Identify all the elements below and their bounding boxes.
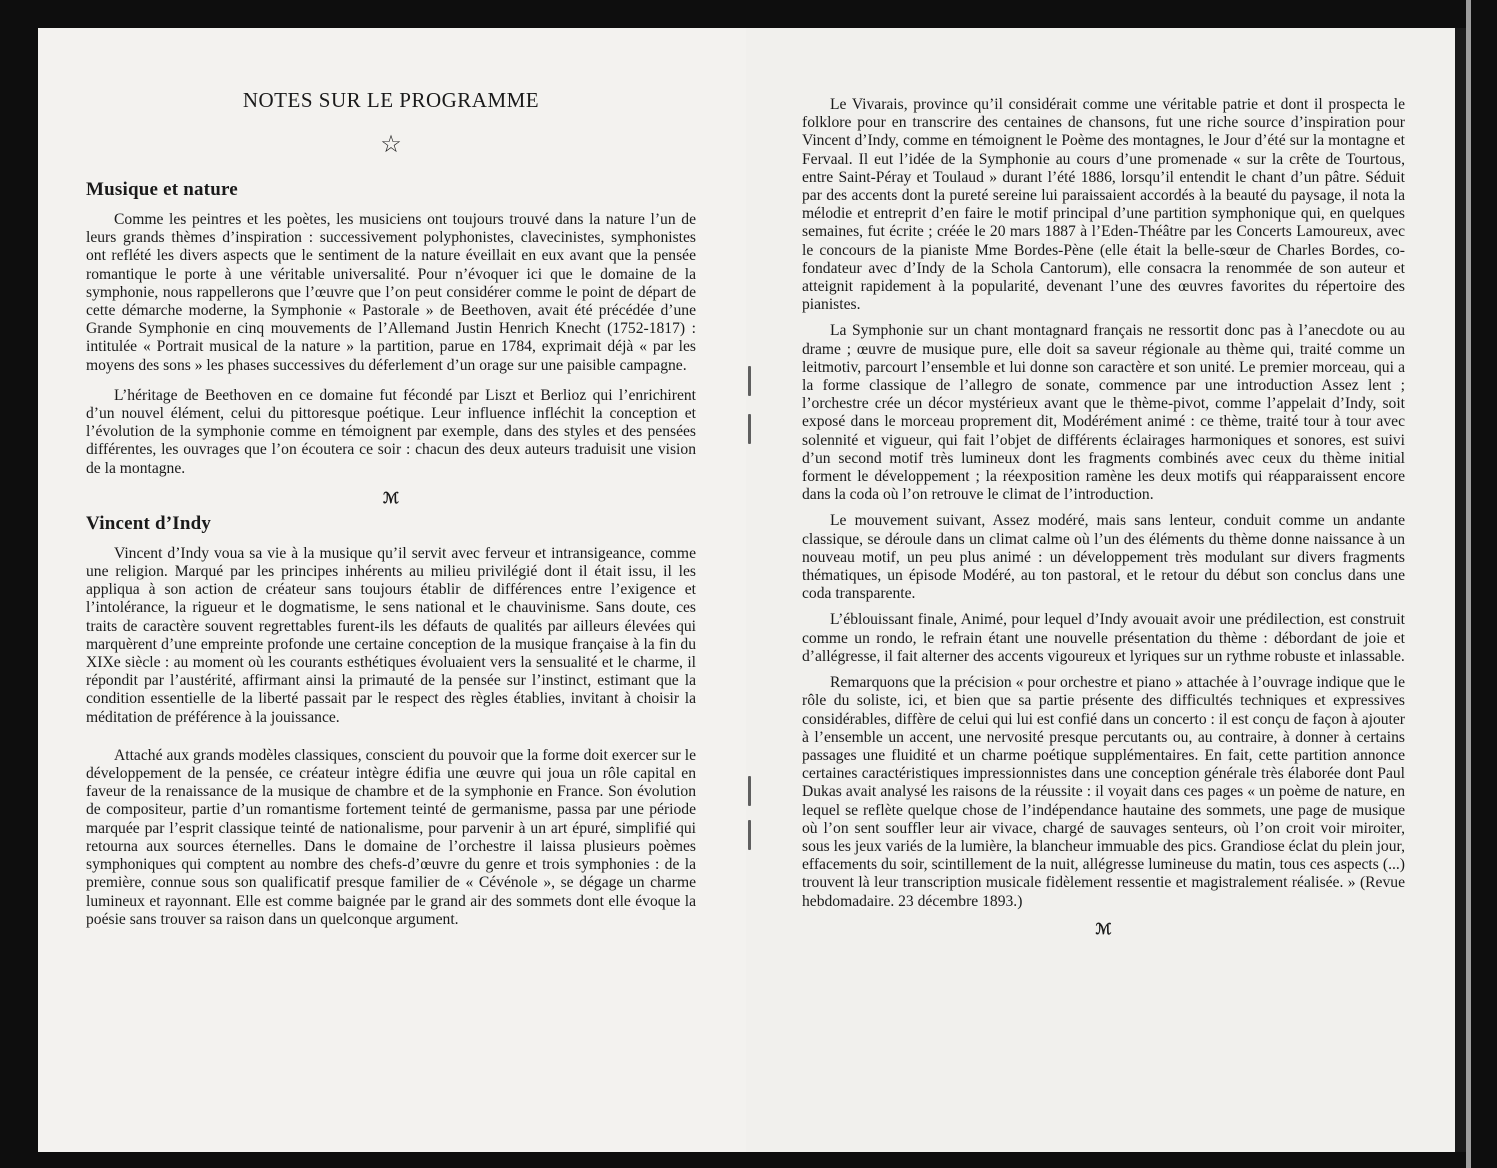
page-title: NOTES SUR LE PROGRAMME xyxy=(242,88,540,112)
paragraph: Attaché aux grands modèles classiques, conscient du pouvoir que la forme doit exercer sur le développement de la pensée, ce créateur intègre édifia une œuvre qui joua un rôle capital en faveur de la renaissance de la musique de chambre et de la symphonie en France. Son évolution de compositeur, partie d’un romantisme fortement teinté de germanisme, passa par une période marquée par l’esprit classique teinté de nationalisme, pour parvenir à un art épuré, simplifié qui retourna aux sources éternelles. Dans le domaine de l’orchestre il laissa plusieurs poèmes symphoniques qui comptent au nombre des chefs-d’œuvre du genre et trois symphonies : de la première, connue sous son qualificatif presque familier de « Cévénole », se dégage un charme lumineux et rayonnant. Elle est comme baignée par le grand air des sommets dont elle évoque la poésie sans trouver sa raison dans un quelconque argument. xyxy=(86,746,696,928)
ornament-icon: ℳ xyxy=(382,490,400,507)
paragraph: Le Vivarais, province qu’il considérait comme une véritable patrie et dont il prospecta le folklore pour en transcrire des centaines de chansons, fut une riche source d’inspiration pour Vincent d’Indy, comme en témoignent le Poème des montagnes, le Jour d’été sur la montagne et Fervaal. Il eut l’idée de la Symphonie au cours d’une promenade « sur la crête de Tourtous, entre Saint-Péray et Toulaud » durant l’été 1886, lorsqu’il entendit le chant d’un pâtre. Séduit par des accents dont la pureté sereine lui paraissaient accordés à la beauté du paysage, il nota la mélodie et entreprit d’en faire le motif principal d’une partition symphonique qui, en quelques semaines, fut écrite ; créée le 20 mars 1887 à l’Eden-Théâtre par les Concerts Lamoureux, avec le concours de la pianiste Mme Bordes-Pène (elle était la belle-sœur de Charles Bordes, co-fondateur avec d’Indy de la Schola Cantorum), elle consacra la renommée de son auteur et atteignit rapidement à la popularité, devenant l’une des œuvres favorites du répertoire des pianistes. xyxy=(802,96,1405,314)
paragraph: Comme les peintres et les poètes, les musiciens ont toujours trouvé dans la nature l’un de leurs grands thèmes d’inspiration : successivement polyphonistes, clavecinistes, symphonistes ont reflété les divers aspects que le sentiment de la nature éveillait en eux avant que la pensée romantique le porte à une véritable universalité. Pour n’évoquer ici que le domaine de la symphonie, nous rappellerons que l’œuvre que l’on peut considérer comme le point de départ de cette démarche moderne, la Symphonie « Pastorale » de Beethoven, avait été précédée d’une Grande Symphonie en cinq mouvements de l’Allemand Justin Henrich Knecht (1752-1817) : intitulée « Portrait musical de la nature » la partition, parue en 1784, exprimait déjà « par les moyens des sons » les phases successives du déferlement d’un orage sur une paisible campagne. xyxy=(86,211,696,374)
right-page xyxy=(746,28,1455,1152)
section-heading-vincent-dindy: Vincent d’Indy xyxy=(86,512,212,534)
staple-mark xyxy=(748,366,751,396)
staple-mark xyxy=(748,414,751,444)
paragraph: L’héritage de Beethoven en ce domaine fut fécondé par Liszt et Berlioz qui l’enrichirent d’un nouvel élément, celui du pittoresque poétique. Leur influence infléchit la conception et l’évolution de la symphonie comme en témoignent par exemple, dans des styles et des pensées différentes, les ouvrages que l’on écoutera ce soir : chacun des deux auteurs traduisit une vision de la montagne. xyxy=(86,386,696,477)
scan-border-strip xyxy=(1466,0,1471,1168)
paragraph: La Symphonie sur un chant montagnard français ne ressortit donc pas à l’anecdote ou au drame ; œuvre de musique pure, elle doit sa saveur régionale au thème qui, traité comme un leitmotiv, parcourt l’ensemble et lui donne son caractère et son unité. Le premier morceau, qui a la forme classique de l’allegro de sonate, commence par une introduction Assez lent ; l’orchestre crée un décor mystérieux avant que le thème-pivot, comme l’appelait d’Indy, soit exposé dans le morceau proprement dit, Modérément animé : ce thème, traité tour à tour avec solennité et vigueur, qui fait l’objet de différents éclairages harmoniques et sonores, est suivi d’un second motif très lumineux dont les fragments combinés avec ceux du thème initial forment le développement ; la réexposition ramène les deux motifs qui réapparaissent encore dans la coda où l’on retrouve le climat de l’introduction. xyxy=(802,322,1405,504)
star-icon: ☆ xyxy=(380,132,402,158)
staple-mark xyxy=(748,776,751,806)
paragraph: Remarquons que la précision « pour orchestre et piano » attachée à l’ouvrage indique que le rôle du soliste, ici, et bien que sa partie présente des difficultés techniques et expressives considérables, diffère de celui qui lui est confié dans un concerto : il est conçu de façon à ajouter à l’ensemble un accent, une nervosité presque percutants ou, au contraire, à donner à certains passages une fluidité et un charme poétique supplémentaires. En fait, cette partition annonce certaines caractéristiques impressionnistes dans une conception générale très élaborée dont Paul Dukas avait analysé les raisons de la réussite : il voyait dans ces pages « un poème de nature, en lequel se reflète quelque chose de l’indépendance hautaine des sommets, une page de musique où l’on sent souffler leur air vivace, chargé de sauvages senteurs, où l’on croit voir miroiter, sous les jeux variés de la lumière, la blancheur immuable des pics. Grandiose éclat du plein jour, effacements du soir, scintillement de la nuit, allégresse lumineuse du matin, tous ces aspects (...) trouvent là leur transcription musicale fidèlement ressentie et magistralement réalisée. » (Revue hebdomadaire. 23 décembre 1893.) xyxy=(802,674,1405,910)
staple-mark xyxy=(748,820,751,850)
paragraph: L’éblouissant finale, Animé, pour lequel d’Indy avouait avoir une prédilection, est construit comme un rondo, le refrain étant une nouvelle présentation du thème : débordant de joie et d’allégresse, il fait alterner des accents vigoureux et lyriques sur un rythme robuste et inlassable. xyxy=(802,611,1405,665)
section-heading-musique-et-nature: Musique et nature xyxy=(86,179,238,200)
paragraph: Le mouvement suivant, Assez modéré, mais sans lenteur, conduit comme un andante classique, se déroule dans un climat calme où l’un des éléments du thème donne naissance à un nouveau motif, un peu plus animé : un développement très modulant sur divers fragments thématiques, un épisode Modéré, au ton pastoral, et le retour du début son conclus dans une coda transparente. xyxy=(802,512,1405,603)
paragraph: Vincent d’Indy voua sa vie à la musique qu’il servit avec ferveur et intransigeance, comme une religion. Marqué par les principes inhérents au milieu privilégié dont il était issu, il les appliqua à son action de créateur sans toujours établir de différences entre l’exigence et l’intolérance, la rigueur et le dogmatisme, le sens national et le chauvinisme. Sans doute, ces traits de caractère souvent regrettables furent-ils les défauts de qualités par ailleurs élevées qui marquèrent d’une empreinte profonde une certaine conception de la musique française à la fin du XIXe siècle : au moment où les courants esthétiques évoluaient vers la sensualité et le charme, il répondit par l’austérité, affirmant ainsi la primauté de la pensée sur l’instinct, estimant que la condition essentielle de la liberté passait par le respect des règles établies, invitant à choisir la méditation de préférence à la jouissance. xyxy=(86,544,696,726)
ornament-icon: ℳ xyxy=(1095,921,1112,938)
left-page xyxy=(38,28,746,1152)
